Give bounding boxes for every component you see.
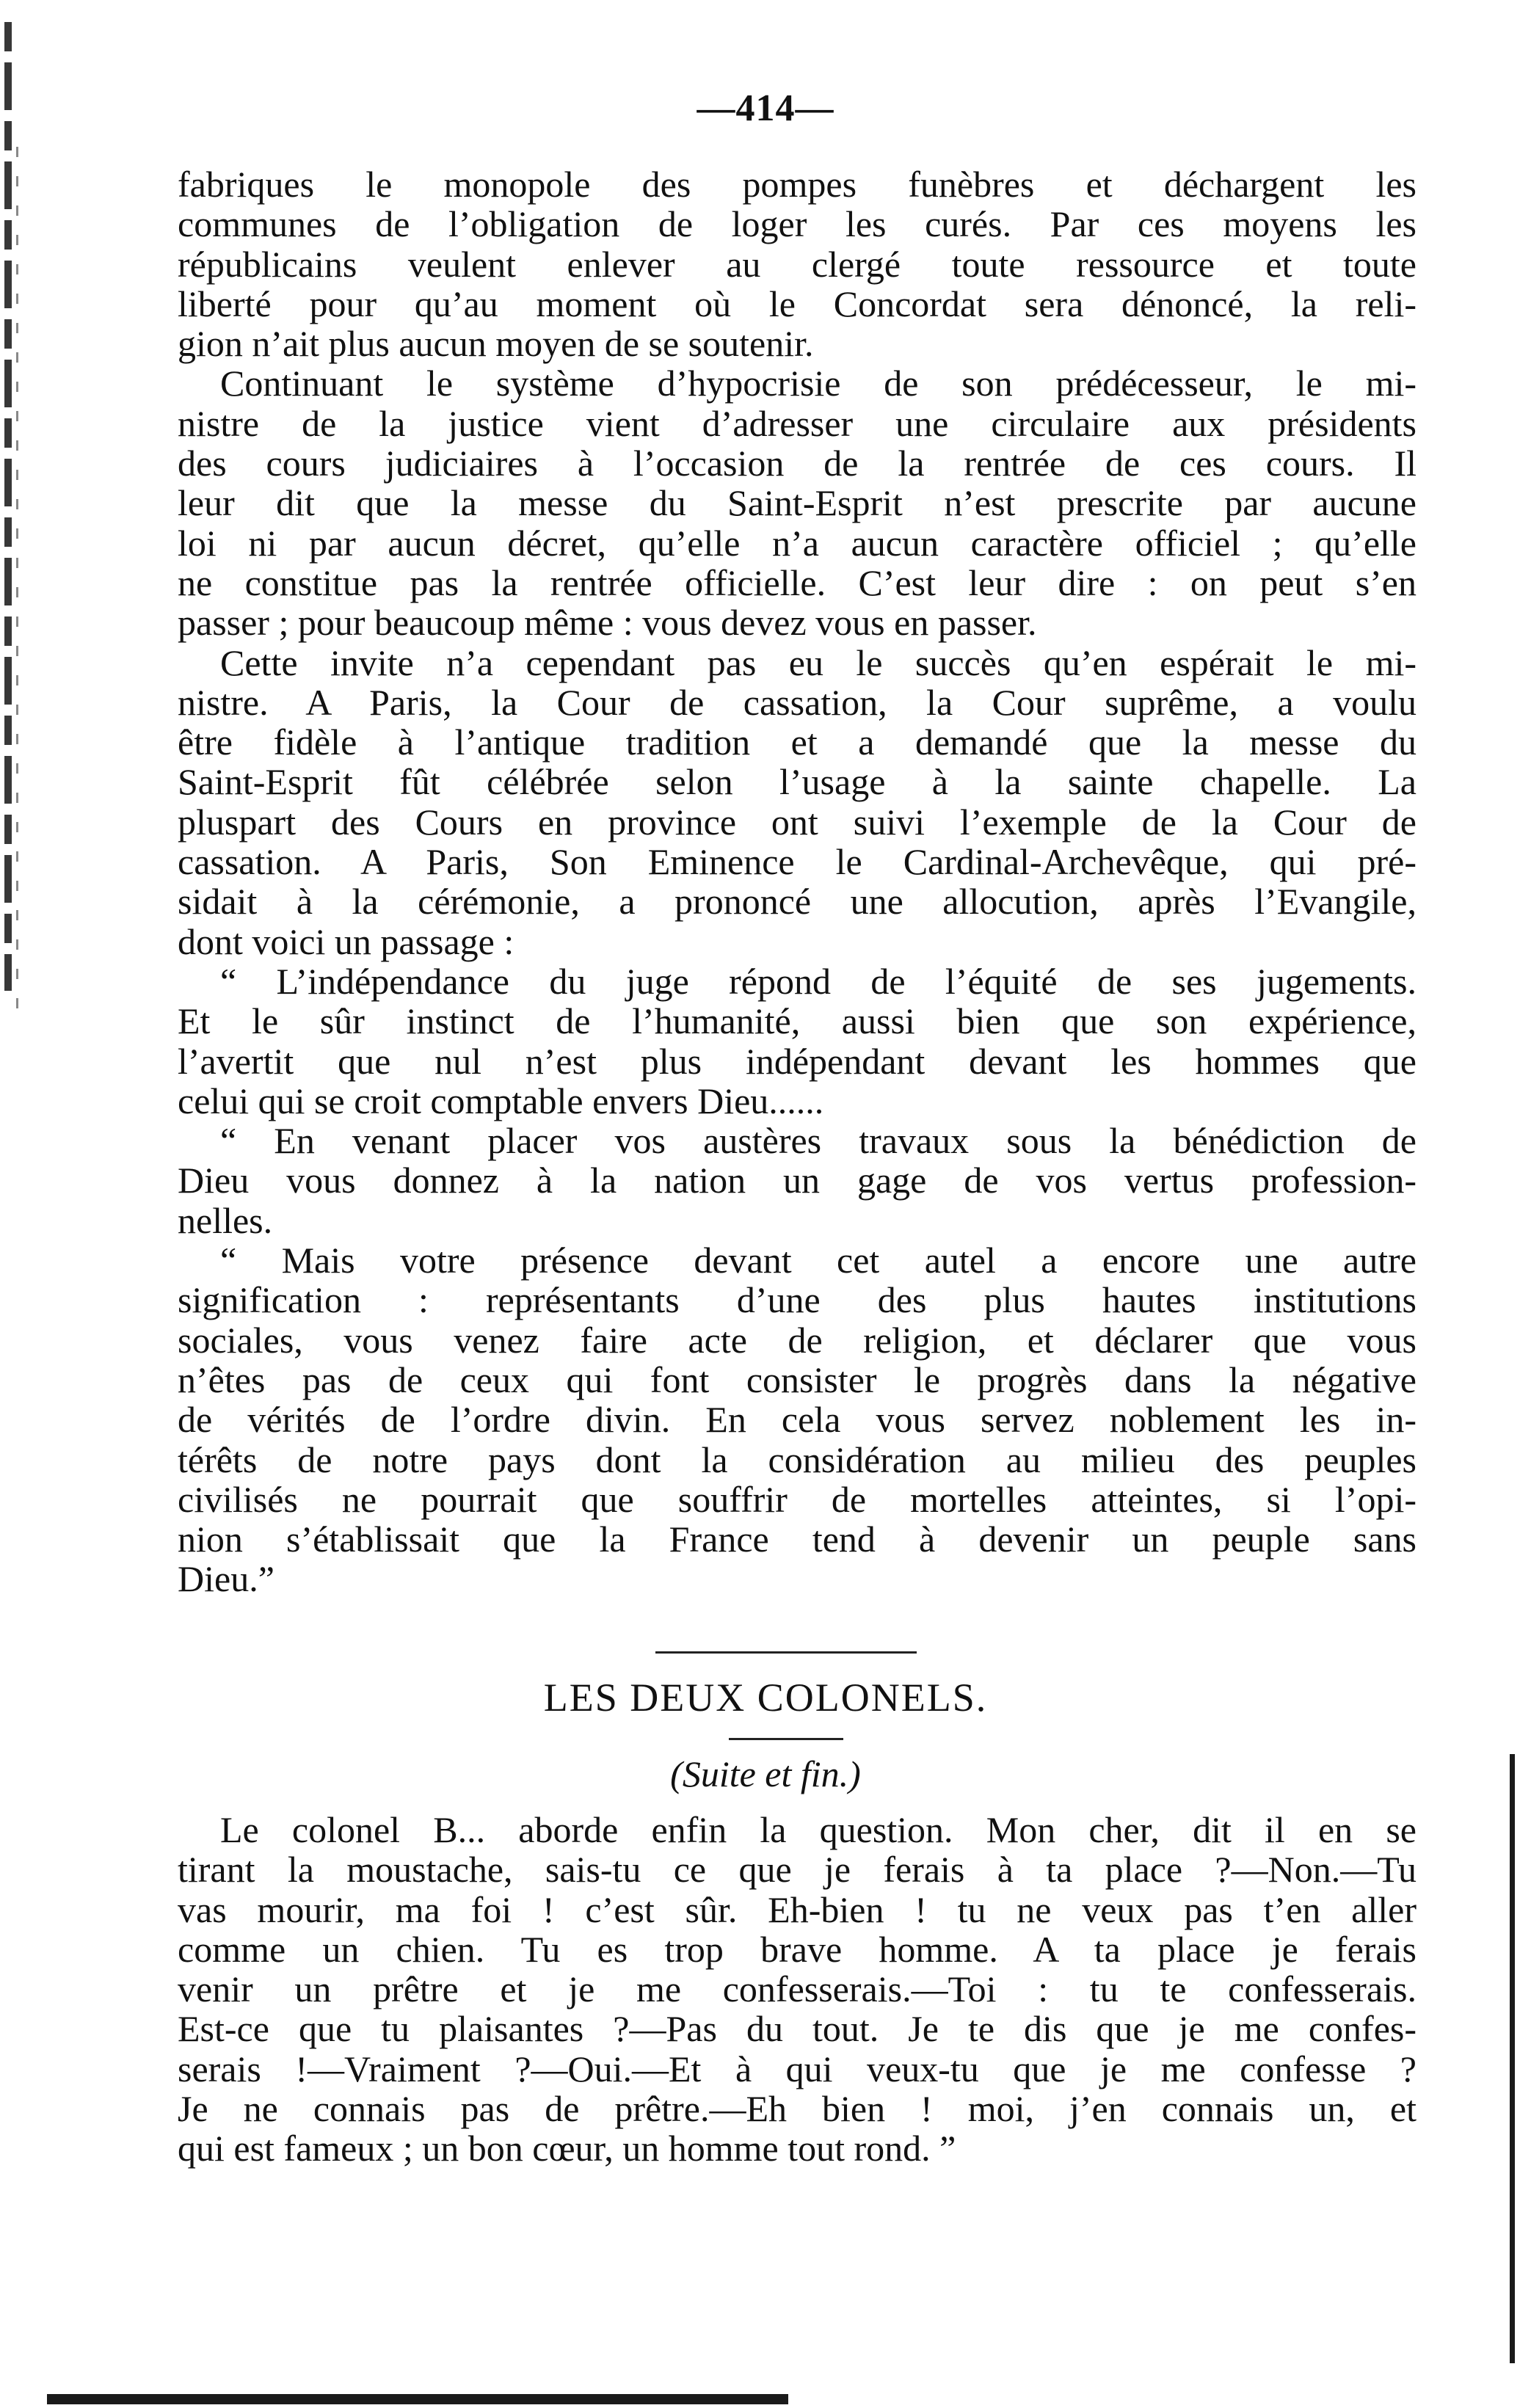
- text-line: passer ; pour beaucoup même : vous devez vous en passer.: [178, 602, 1037, 644]
- text-line: “ En venant placer vos austères travaux sous la bénédiction de: [220, 1120, 1417, 1162]
- text-line: liberté pour qu’au moment où le Concordat sera dénoncé, la reli-: [178, 283, 1417, 324]
- text-line: “ L’indépendance du juge répond de l’équité de ses jugements.: [220, 960, 1417, 1002]
- text-line: des cours judiciaires à l’occasion de la rentrée de ces cours. Il: [178, 443, 1417, 484]
- text-line: sidait à la cérémonie, a prononcé une allocution, après l’Evangile,: [178, 881, 1417, 923]
- text-line: tirant la moustache, sais-tu ce que je ferais à ta place ?—Non.—Tu: [178, 1849, 1417, 1891]
- text-line: signification : représentants d’une des plus hautes institutions: [178, 1279, 1417, 1321]
- text-line: nistre de la justice vient d’adresser une circulaire aux présidents: [178, 402, 1417, 444]
- text-line: dont voici un passage :: [178, 920, 514, 962]
- text-line: être fidèle à l’antique tradition et a demandé que la messe du: [178, 721, 1417, 763]
- scan-edge-left: [4, 22, 12, 991]
- text-line: nelles.: [178, 1199, 273, 1241]
- text-line: Dieu vous donnez à la nation un gage de vos vertus profession-: [178, 1160, 1417, 1201]
- text-line: Dieu.”: [178, 1558, 274, 1600]
- text-line: térêts de notre pays dont la considération au milieu des peuples: [178, 1438, 1417, 1480]
- section-title: LES DEUX COLONELS.: [543, 1676, 988, 1720]
- text-line: leur dit que la messe du Saint-Esprit n’est prescrite par aucune: [178, 482, 1417, 524]
- text-line: qui est fameux ; un bon cœur, un homme tout rond. ”: [178, 2128, 956, 2169]
- text-line: Cette invite n’a cependant pas eu le succès qu’en espérait le mi-: [220, 641, 1417, 683]
- text-line: Je ne connais pas de prêtre.—Eh bien ! moi, j’en connais un, et: [178, 2088, 1417, 2130]
- text-line: de vérités de l’ordre divin. En cela vous servez noblement les in-: [178, 1399, 1417, 1441]
- text-line: loi ni par aucun décret, qu’elle n’a aucun caractère officiel ; qu’elle: [178, 522, 1417, 564]
- section-divider-top: [655, 1651, 917, 1654]
- text-line: Est-ce que tu plaisantes ?—Pas du tout. Je te dis que je me confes-: [178, 2008, 1417, 2050]
- text-line: civilisés ne pourrait que souffrir de mortelles atteintes, si l’opi-: [178, 1478, 1417, 1520]
- section-subtitle: [0, 1753, 1531, 1795]
- subtitle-text: (Suite et fin.): [670, 1753, 861, 1794]
- text-line: Saint-Esprit fût célébrée selon l’usage à la sainte chapelle. La: [178, 761, 1417, 803]
- text-line: celui qui se croit comptable envers Dieu......: [178, 1080, 824, 1121]
- text-line: serais !—Vraiment ?—Oui.—Et à qui veux-tu que je me confesse ?: [178, 2048, 1417, 2089]
- article-body-1: [178, 164, 1417, 1599]
- text-line: n’êtes pas de ceux qui font consister le progrès dans la négative: [178, 1358, 1417, 1400]
- text-line: républicains veulent enlever au clergé toute ressource et toute: [178, 243, 1417, 285]
- text-line: ne constitue pas la rentrée officielle. C’est leur dire : on peut s’en: [178, 561, 1417, 603]
- text-line: Et le sûr instinct de l’humanité, aussi bien que son expérience,: [178, 1000, 1417, 1042]
- section-divider-bottom: [729, 1738, 843, 1740]
- text-line: l’avertit que nul n’est plus indépendant devant les hommes que: [178, 1040, 1417, 1082]
- scan-edge-left-mark: [16, 147, 18, 1027]
- text-line: Continuant le système d’hypocrisie de son prédécesseur, le mi-: [220, 363, 1417, 404]
- text-line: fabriques le monopole des pompes funèbres et déchargent les: [178, 164, 1417, 205]
- text-line: “ Mais votre présence devant cet autel a encore une autre: [220, 1240, 1417, 1281]
- text-line: vas mourir, ma foi ! c’est sûr. Eh-bien ! tu ne veux pas t’en aller: [178, 1888, 1417, 1930]
- scan-edge-right: [1510, 1754, 1515, 2363]
- text-line: gion n’ait plus aucun moyen de se soutenir.: [178, 323, 814, 365]
- text-line: nistre. A Paris, la Cour de cassation, la Cour suprême, a voulu: [178, 681, 1417, 723]
- text-line: sociales, vous venez faire acte de religion, et déclarer que vous: [178, 1319, 1417, 1361]
- text-line: pluspart des Cours en province ont suivi l’exemple de la Cour de: [178, 801, 1417, 843]
- page-number: —414—: [697, 87, 834, 129]
- text-line: communes de l’obligation de loger les curés. Par ces moyens les: [178, 203, 1417, 245]
- text-line: nion s’établissait que la France tend à devenir un peuple sans: [178, 1518, 1417, 1560]
- text-line: Le colonel B... aborde enfin la question. Mon cher, dit il en se: [220, 1809, 1417, 1850]
- article-body-2: [178, 1810, 1417, 2169]
- text-line: venir un prêtre et je me confesserais.—Toi : tu te confesserais.: [178, 1968, 1417, 2010]
- scan-edge-bottom: [47, 2394, 788, 2404]
- text-line: cassation. A Paris, Son Eminence le Cardinal-Archevêque, qui pré-: [178, 841, 1417, 883]
- text-line: comme un chien. Tu es trop brave homme. A ta place je ferais: [178, 1928, 1417, 1970]
